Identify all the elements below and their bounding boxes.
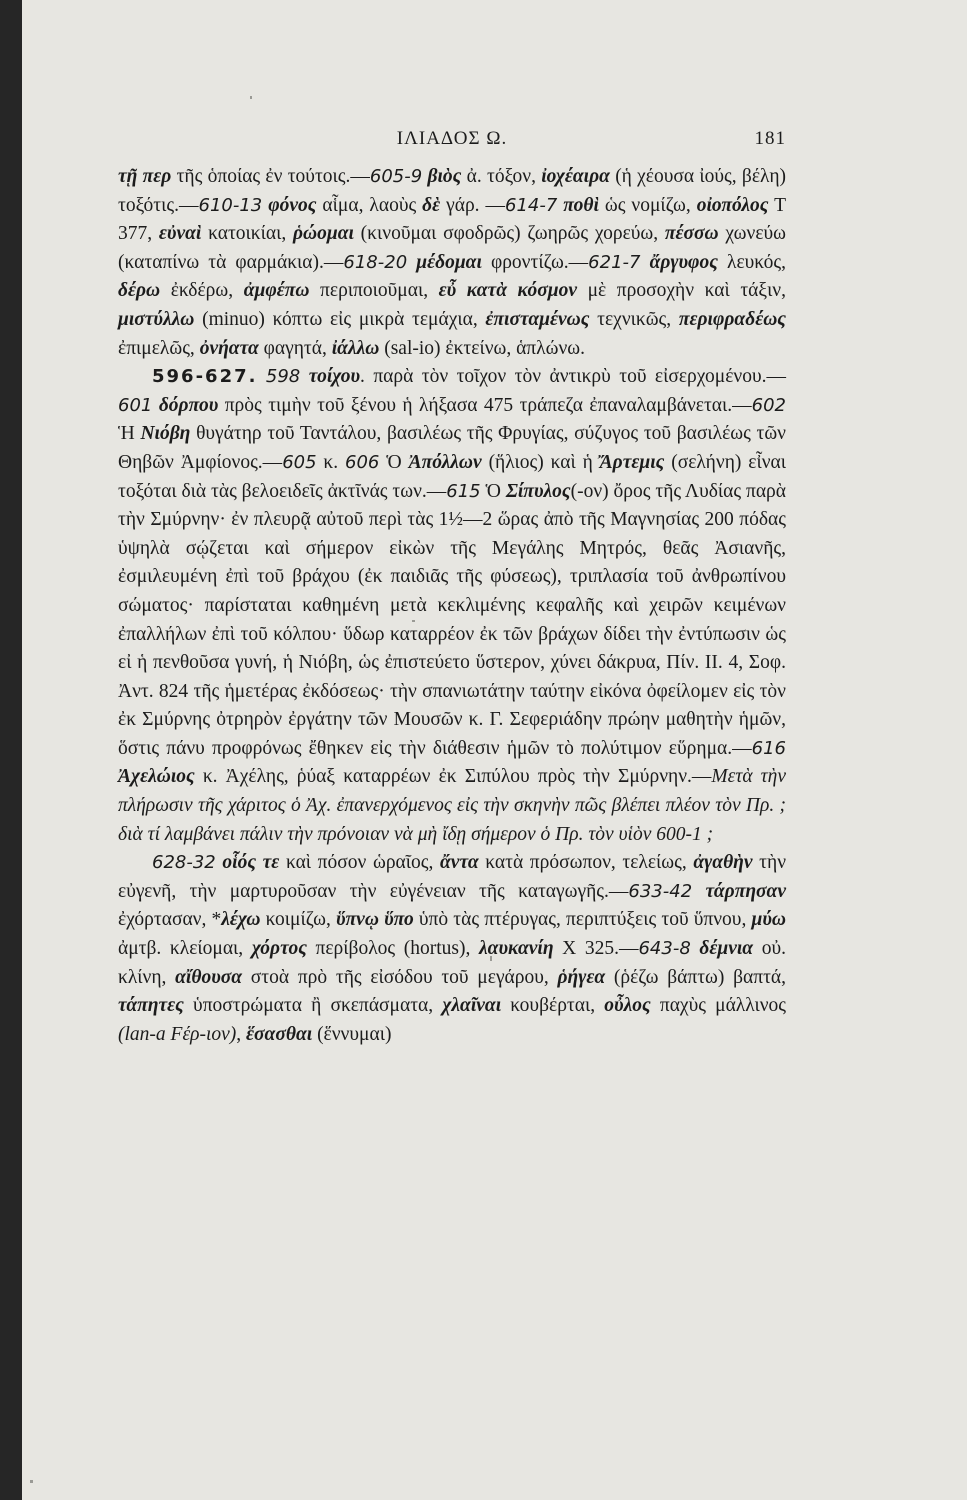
scan-gutter: [0, 0, 22, 1500]
lemma: δὲ: [422, 194, 441, 216]
text-run: αἷμα, λαοὺς: [316, 194, 423, 216]
text-run: στοὰ πρὸ τῆς εἰσόδου τοῦ μεγάρου,: [242, 966, 558, 988]
verse-reference: 602: [751, 394, 787, 416]
text-run: μὲ προσοχὴν καὶ τάξιν,: [577, 280, 787, 302]
text-run: (ἕννυμαι): [312, 1023, 392, 1045]
lemma: μύω: [751, 909, 786, 931]
verse-reference: 606: [345, 451, 380, 473]
text-run: Χ 325.—: [553, 938, 639, 960]
text-run: ἀ. τόξον,: [461, 166, 542, 187]
text-run: περίβολος (hortus),: [306, 938, 479, 960]
lemma: Ἀπόλλων: [408, 451, 482, 473]
text-run: ἐχόρτασαν, *: [118, 909, 222, 931]
lemma: οὖλος: [604, 995, 651, 1017]
lemma: ἕσασθαι: [246, 1023, 313, 1045]
lemma: οἰοπόλος: [696, 194, 769, 216]
verse-reference: 605-9: [369, 166, 423, 187]
text-run: Ἡ: [118, 423, 141, 445]
text-run: πρὸς τιμὴν τοῦ ξένου ἡ λήξασα 475 τράπεζα ἐπαναλαμβάνεται.—: [218, 394, 752, 416]
question-text: (lan-a Fέρ-ιον): [118, 1023, 237, 1045]
text-run: [407, 252, 416, 273]
text-run: ἀμτβ. κλείομαι,: [118, 938, 252, 960]
text-run: ὡς νομίζω,: [598, 194, 697, 216]
lemma: οἷός τε: [222, 852, 280, 874]
verse-reference: 610-13: [198, 194, 263, 216]
text-run: ὑπὸ τὰς πτέρυγας, περιπτύξεις τοῦ ὕπνου,: [413, 909, 752, 931]
lemma: Νιόβη: [140, 423, 191, 445]
lemma: χλαῖναι: [442, 995, 502, 1017]
text-run: Τ 377,: [118, 194, 787, 245]
text-run: ,: [236, 1023, 247, 1045]
verse-reference: 633-42: [628, 880, 693, 902]
lemma: εὐναὶ: [158, 223, 202, 245]
verse-reference: 605: [282, 451, 317, 473]
lemma: περιφραδέως: [678, 308, 786, 330]
text-run: Ὁ: [480, 480, 506, 502]
text-run: κατὰ πρόσωπον, τελείως,: [478, 852, 694, 874]
text-run: περιποιοῦμαι,: [309, 280, 439, 302]
verse-reference: 601: [118, 394, 153, 416]
lemma: μιστύλλω: [118, 308, 195, 330]
text-run: (-ον) ὄρος τῆς Λυδίας παρὰ τὴν Σμύρνην· ἐν πλευρᾷ αὐτοῦ περὶ τὰς 1½—2 ὥρας ἀπὸ τῆς Μαγνησίας 200 πόδας ὑψηλὰ σῴζεται καὶ σήμερον εἰκὼν τῆς Μεγάλης Μητρός, θεᾶς Ἀσιανῆς, ἐσμιλευμένη ἐπὶ τοῦ βράχου (ἐκ παιδιᾶς τῆς φύσεως), τριπλασία τοῦ ἀνθρωπίνου σώματος· παρίσταται καθημένη μετὰ κεκλιμένης κεφαλῆς καὶ χειρῶν κειμένων ἐπαλλήλων ἐπὶ τοῦ κόλπου· ὕδωρ καταρρέον ἐκ τῶν βράχων δίδει τὴν ἐντύπωσιν ὡς εἰ ἡ πενθοῦσα γυνή, ἡ Νιόβη, ὡς ἐπιστεύετο ὕστερον, χύνει δάκρυα, Πίν. ΙΙ. 4, Σοφ. Ἀντ. 824 τῆς ἡμετέρας ἐκδόσεως· τὴν σπανιωτάτην ταύτην εἰκόνα ὀφείλομεν εἰς τὸν ἐκ Σμύρνης ὀτρηρὸν ἐργάτην τῶν Μουσῶν κ. Γ. Σεφεριάδην πρώην μαθητὴν ἡμῶν, ὅστις πάνυ προφρόνως ἔθηκεν εἰς τὴν διάθεσιν ἡμῶν τὸ πολύτιμον εὕρημα.—: [118, 480, 786, 759]
commentary-text: [118, 163, 786, 1049]
text-run: χωνεύω (καταπίνω τὰ φαρμάκια).—: [118, 223, 786, 273]
text-run: φαγητά,: [258, 337, 332, 359]
lemma: ἰάλλω: [331, 337, 380, 359]
verse-reference: 643-8: [638, 938, 691, 960]
lemma: τάπητες: [118, 995, 184, 1017]
lemma: δόρπου: [158, 394, 219, 416]
text-run: Ὁ: [379, 451, 409, 473]
lemma: ἀμφέπω: [243, 280, 310, 302]
text-run: κατοικίαι,: [201, 223, 293, 245]
lemma: τῇ περ: [118, 166, 172, 187]
text-run: οὐ. κλίνη,: [118, 938, 787, 988]
text-run: (σελήνη) εἶναι τοξόται διὰ τὰς βελοειδεῖς ἀκτῖνάς των.—: [118, 451, 786, 502]
text-run: [640, 252, 649, 273]
paper-speck: [30, 1480, 33, 1483]
lemma: φόνος: [268, 194, 317, 216]
verse-reference: 598: [265, 366, 301, 388]
text-run: λευκός,: [717, 251, 787, 273]
text-run: παχὺς μάλλινος: [650, 995, 786, 1017]
question-text: Μετὰ τὴν πλήρωσιν τῆς χάριτος ὁ Ἀχ. ἐπανερχόμενος εἰς τὴν σκηνὴν πῶς βλέπει πλέον τὸν Πρ. ; διὰ τί λαμβάνει πάλιν τὴν πρόνοιαν νὰ μὴ ἴδῃ σήμερον ὁ Πρ. τὸν υἱὸν 600-1 ;: [118, 766, 786, 845]
lemma: ἄντα: [440, 852, 479, 874]
text-run: (ἡ χέουσα ἰούς, βέλη) τοξότις.—: [118, 166, 787, 216]
lemma: δέρω: [118, 280, 161, 302]
text-run: [692, 881, 705, 902]
lemma: χόρτος: [251, 938, 307, 960]
lemma: Ἀχελώιος: [118, 766, 195, 788]
lemma: ῥώομαι: [292, 223, 354, 245]
verse-reference: 628-32: [152, 852, 216, 874]
lemma: ἰοχέαιρα: [541, 166, 610, 187]
page-number: 181: [754, 128, 786, 149]
text-run: (κινοῦμαι σφοδρῶς) ζωηρῶς χορεύω,: [353, 223, 665, 245]
text-run: ὑποστρώματα ἢ σκεπάσματα,: [183, 995, 443, 1017]
lemma: ἀγαθὴν: [693, 852, 753, 874]
verse-reference: 616: [751, 737, 786, 759]
text-run: (minuo) κόπτω εἰς μικρὰ τεμάχια,: [194, 308, 486, 330]
running-header: [118, 128, 786, 158]
verse-reference: 618-20: [343, 251, 408, 273]
text-run: [300, 366, 308, 387]
lemma: λέχω: [221, 909, 261, 931]
lemma: ὕπνῳ ὕπο: [335, 909, 414, 931]
lemma: δέμνια: [699, 938, 754, 960]
lemma: ποθὶ: [563, 194, 599, 216]
text-run: τῆς ὁποίας ἐν τούτοις.—: [171, 166, 370, 187]
lemma: αἴθουσα: [175, 966, 243, 988]
paper-speck: [250, 96, 252, 99]
text-run: (ἥλιος) καὶ ἡ: [481, 451, 600, 473]
commentary-paragraph: [118, 163, 786, 363]
text-run: τὴν εὐγενῆ, τὴν μαρτυροῦσαν τὴν εὐγένειαν τῆς καταγωγῆς.—: [118, 852, 787, 902]
text-run: (sal-io) ἐκτείνω, ἁπλώνω.: [379, 337, 585, 359]
text-run: [257, 366, 265, 387]
text-run: (ῥέζω βάπτω) βαπτά,: [605, 966, 786, 988]
lemma: τάρπησαν: [705, 880, 786, 902]
running-title: ΙΛΙΑΔΟΣ Ω.: [396, 128, 508, 149]
text-run: ἐπιμελῶς,: [118, 337, 200, 359]
text-run: ἐκδέρω,: [160, 280, 244, 302]
text-run: κ.: [316, 451, 346, 473]
lemma: πέσσω: [664, 223, 719, 245]
text-run: τεχνικῶς,: [589, 308, 679, 330]
text-run: κοιμίζω,: [260, 909, 336, 931]
book-page: [22, 0, 967, 1500]
verse-reference: 614-7: [505, 194, 558, 216]
lemma: ῥήγεα: [557, 966, 606, 988]
lemma: τοίχου: [308, 366, 361, 388]
lemma: βιὸς: [427, 166, 462, 187]
lemma: μέδομαι: [416, 251, 482, 273]
lemma: ἐπισταμένως: [485, 308, 590, 330]
text-run: . παρὰ τὸν τοῖχον τὸν ἀντικρὺ τοῦ εἰσερχομένου.—: [360, 366, 787, 388]
text-run: γάρ. —: [440, 194, 505, 216]
text-run: θυγάτηρ τοῦ Ταντάλου, βασιλέως τῆς Φρυγίας, σύζυγος τοῦ βασιλέως τῶν Θηβῶν Ἀμφίονος.—: [118, 423, 786, 473]
verse-reference: 615: [446, 480, 481, 502]
lemma: ὀνήατα: [199, 337, 259, 359]
verse-reference: 621-7: [588, 251, 641, 273]
lemma: εὖ κατὰ κόσμον: [438, 280, 578, 302]
lemma: λαυκανίη: [479, 938, 554, 960]
commentary-paragraph: [118, 363, 786, 849]
lemma: Σίπυλος: [505, 480, 571, 502]
lemma: Ἄρτεμις: [599, 451, 665, 473]
text-run: κ. Ἀχέλης, ῥύαξ καταρρέων ἐκ Σιπύλου πρὸς τὴν Σμύρνην.—: [194, 766, 712, 788]
commentary-paragraph: [118, 849, 786, 1049]
section-heading: 596-627.: [152, 366, 258, 388]
text-run: καὶ πόσον ὡραῖος,: [279, 852, 440, 874]
text-run: κουβέρται,: [501, 995, 605, 1017]
text-run: φροντίζω.—: [481, 251, 589, 273]
lemma: ἄργυφος: [649, 251, 718, 273]
